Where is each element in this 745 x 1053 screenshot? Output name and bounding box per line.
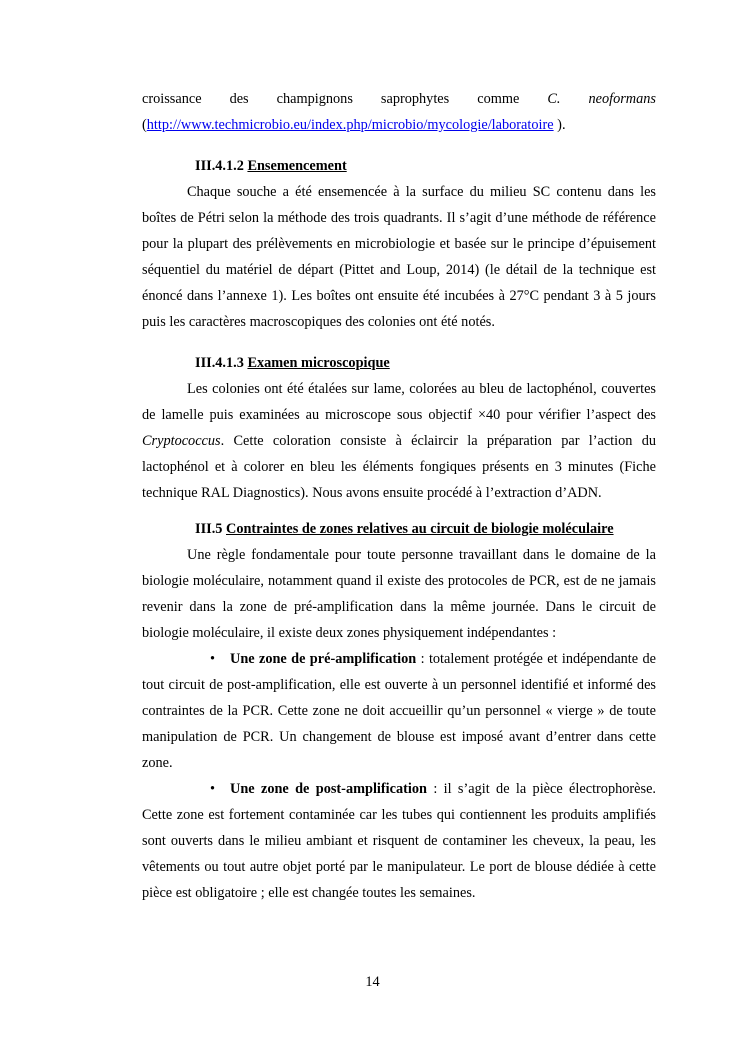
paragraph-text: Les colonies ont été étalées sur lame, colorées au bleu de lactophénol, couvertes de lamelle puis examinées au microscope sous objectif ×40 pour vérifier l’aspect des — [142, 381, 656, 423]
page-number: 14 — [365, 974, 380, 990]
intro-word: croissance — [142, 91, 202, 107]
section-number: III.5 — [195, 521, 223, 537]
bullet-label: Une zone de pré-amplification — [230, 651, 417, 667]
document-page — [142, 86, 656, 906]
paragraph-contraintes: Une règle fondamentale pour toute personne travaillant dans le domaine de la biologie moléculaire, notamment quand il existe des protocoles de PCR, est de ne jamais revenir dans la zone de pré-amplification dans la même journée. Dans le circuit de biologie moléculaire, il existe deux zones physiquement indépendantes : — [142, 547, 656, 641]
section-number: III.4.1.2 — [195, 158, 244, 174]
bullet-text: : totalement protégée et indépendante de tout circuit de post-amplification, elle est ouverte à un personnel identifié et informé des contraintes de la PCR. Cette zone ne doit accueillir qu’un personnel « vierge » de toute manipulation de PCR. Un changement de blouse est imposé avant d’entrer dans cette zone. — [142, 651, 656, 771]
bullet-label: Une zone de post-amplification — [230, 781, 427, 797]
section-heading-contraintes — [142, 516, 656, 542]
intro-word: des — [229, 91, 249, 107]
paragraph-text: . Cette coloration consiste à éclaircir la préparation par l’action du lactophénol et à colorer en bleu les éléments fongiques présents en 3 minutes (Fiche technique RAL Diagnostics). Nous avons ensuite procédé à l’extraction d’ADN. — [142, 433, 656, 501]
section-title: Contraintes de zones relatives au circuit de biologie moléculaire — [226, 521, 614, 537]
section-number: III.4.1.3 — [195, 355, 244, 371]
bullet-text: : il s’agit de la pièce électrophorèse. Cette zone est fortement contaminée car les tubes qui contiennent les produits amplifiés sont ouverts dans le milieu ambiant et risquent de contaminer les cheveux, la peau, les vêtements ou tout autre objet porté par le manipulateur. Le port de blouse dédiée à cette pièce est obligatoire ; elle est changée toutes les semaines. — [142, 781, 656, 901]
intro-word: comme — [477, 91, 520, 107]
intro-word: saprophytes — [380, 91, 450, 107]
intro-line — [142, 86, 656, 112]
species-genus: C. — [547, 91, 561, 107]
reference-line — [142, 112, 656, 138]
link-open-paren: ( — [142, 117, 147, 133]
bullet-marker: • — [210, 781, 216, 797]
species-name: neoformans — [588, 91, 656, 107]
bullet-item-pre-amplification — [142, 646, 656, 776]
section-heading-examen — [142, 350, 656, 376]
bullet-marker: • — [210, 651, 216, 667]
section-title: Ensemencement — [247, 158, 347, 174]
paragraph-ensemencement: Chaque souche a été ensemencée à la surface du milieu SC contenu dans les boîtes de Pétri selon la méthode des trois quadrants. Il s’agit d’une méthode de référence pour la plupart des prélèvements en microbiologie et basée sur le principe d’épuisement séquentiel du matériel de départ (Pittet and Loup, 2014) (le détail de la technique est énoncé dans l’annexe 1). Les boîtes ont ensuite été incubées à 27°C pendant 3 à 5 jours puis les caractères macroscopiques des colonies ont été notés. — [142, 184, 656, 330]
section-heading-ensemencement — [142, 153, 656, 179]
paragraph-examen — [142, 376, 656, 506]
intro-word: champignons — [276, 91, 353, 107]
reference-link[interactable]: http://www.techmicrobio.eu/index.php/microbio/mycologie/laboratoire — [146, 117, 554, 133]
section-title: Examen microscopique — [247, 355, 390, 371]
link-close-paren: ). — [553, 117, 566, 133]
bullet-item-post-amplification — [142, 776, 656, 906]
genus-italic: Cryptococcus — [142, 433, 221, 449]
